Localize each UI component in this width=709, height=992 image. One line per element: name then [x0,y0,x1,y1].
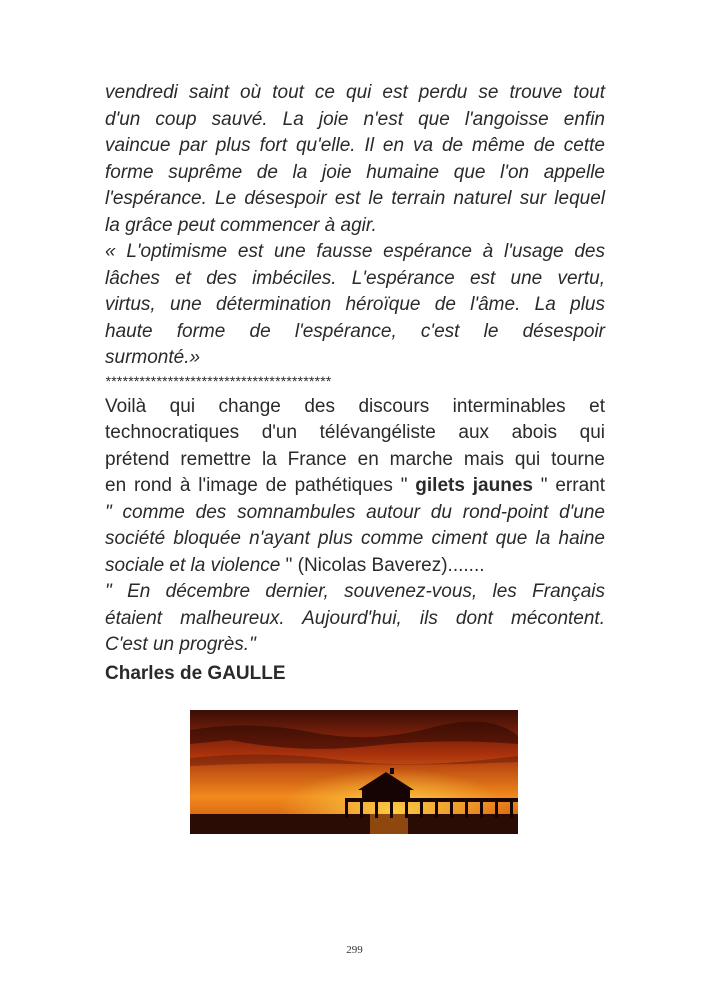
italic-text: sociale et la violence [105,554,281,576]
text-line: virtus, une détermination héroïque de l'âme. La plus [105,294,605,315]
bold-text: gilets jaunes [415,475,533,496]
text-line: vaincue par plus fort qu'elle. Il en va de même de cette [105,135,605,156]
text-line: " En décembre dernier, souvenez-vous, les Français [105,581,605,602]
paragraph-2 [105,394,605,659]
text-line: d'un coup sauvé. La joie n'est que l'angoisse enfin [105,108,605,130]
text-line: prétend remettre la France en marche mais qui tourne [105,448,605,470]
text-segment: " errant [532,475,605,496]
text-line: société bloquée n'ayant plus comme ciment que la haine [105,528,605,549]
text-line: technocratiques d'un télévangéliste aux abois qui [105,422,605,443]
text-line: « L'optimisme est une fausse espérance à l'usage des [105,241,605,262]
text-line [105,553,605,580]
separator: **************************************** [105,372,331,389]
text-line: C'est un progrès." [105,634,256,655]
text-line: la grâce peut commencer à agir. [105,214,377,236]
sunset-pier-photo [190,710,518,834]
text-line: vendredi saint où tout ce qui est perdu se trouve tout [105,82,605,103]
text-line: lâches et des imbéciles. L'espérance est une vertu, [105,267,605,289]
text-line [105,473,605,500]
text-line: surmonté.» [105,347,201,368]
text-segment: " (Nicolas Baverez)....... [280,554,485,576]
text-line: haute forme de l'espérance, c'est le désespoir [105,320,605,342]
document-body [105,80,605,687]
text-line: l'espérance. Le désespoir est le terrain naturel sur lequel [105,188,605,209]
paragraph-1 [105,80,605,239]
page-number: 299 [346,944,363,956]
text-line: étaient malheureux. Aujourd'hui, ils dont mécontent. [105,607,605,629]
text-line: forme suprême de la joie humaine que l'on appelle [105,161,605,183]
text-line: Voilà qui change des discours interminables et [105,395,605,417]
text-line: " comme des somnambules autour du rond-point d'une [105,501,605,523]
quote-1 [105,239,605,372]
signature: Charles de GAULLE [105,662,286,684]
text-segment: en rond à l'image de pathétiques " [105,475,416,496]
